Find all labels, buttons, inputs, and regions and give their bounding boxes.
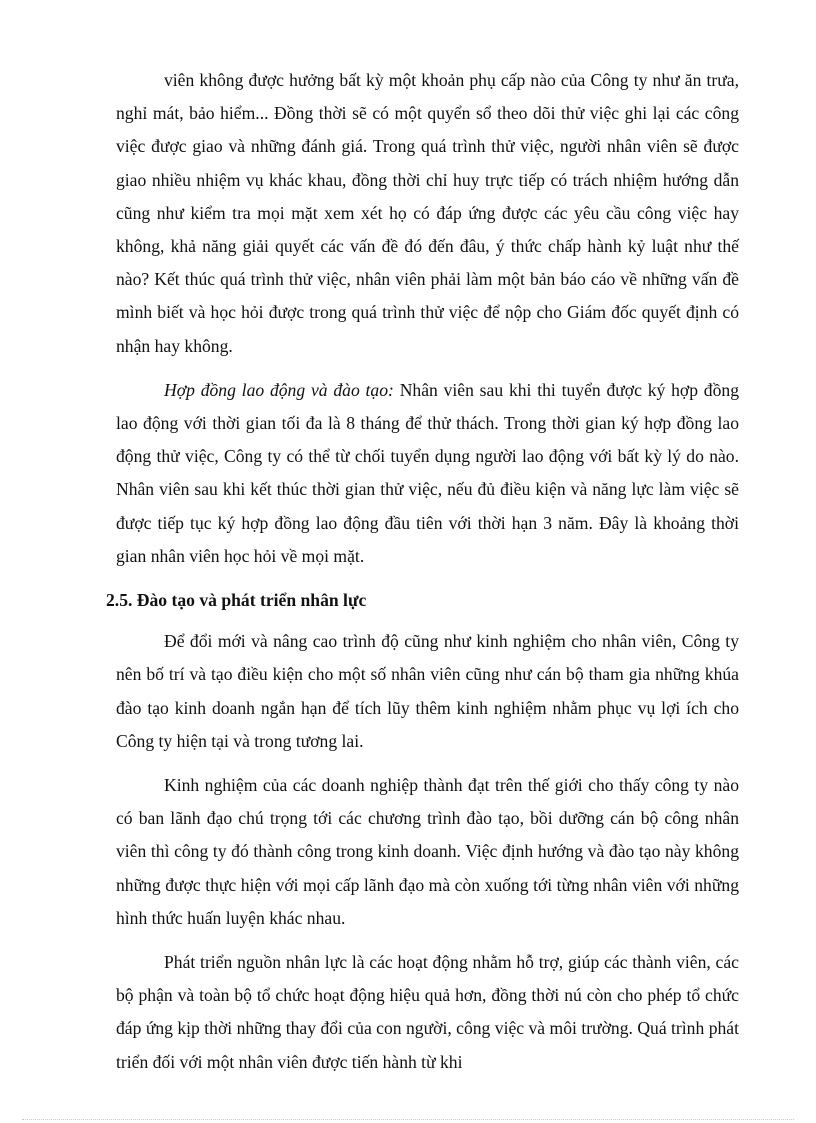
paragraph-text: Phát triển nguồn nhân lực là các hoạt động nhằm hỗ trợ, giúp các thành viên, các bộ phận và toàn bộ tổ chức hoạt động hiệu quả hơn, đồng thời nú còn cho phép tổ chức đáp ứng kịp thời những thay đổi của con người, công việc và môi trường. Quá trình phát triển đối với một nhân viên được tiến hành từ khi: [116, 952, 739, 1072]
paragraph-probation: [116, 64, 739, 363]
paragraph-text: Kinh nghiệm của các doanh nghiệp thành đạt trên thế giới cho thấy công ty nào có ban lãnh đạo chú trọng tới các chương trình đào tạo, bồi dưỡng cán bộ công nhân viên thì công ty đó thành công trong kinh doanh. Việc định hướng và đào tạo này không những được thực hiện với mọi cấp lãnh đạo mà còn xuống tới từng nhân viên với những hình thức huấn luyện khác nhau.: [116, 775, 739, 928]
paragraph-experience: [116, 769, 739, 935]
paragraph-labor-contract: [116, 374, 739, 573]
paragraph-text: Nhân viên sau khi thi tuyển được ký hợp đồng lao động với thời gian tối đa là 8 tháng để thử thách. Trong thời gian ký hợp đồng lao động thử việc, Công ty có thể từ chối tuyển dụng người lao động với bất kỳ lý do nào. Nhân viên sau khi kết thúc thời gian thử việc, nếu đủ điều kiện và năng lực làm việc sẽ được tiếp tục ký hợp đồng lao động đầu tiên với thời hạn 3 năm. Đây là khoảng thời gian nhân viên học hỏi về mọi mặt.: [116, 379, 739, 566]
document-body: [106, 64, 739, 1090]
paragraph-training-intro: [116, 625, 739, 758]
footer-divider: [22, 1119, 794, 1120]
paragraph-text: viên không được hưởng bất kỳ một khoản phụ cấp nào của Công ty như ăn trưa, nghỉ mát, bảo hiểm... Đồng thời sẽ có một quyển sổ theo dõi thử việc ghi lại các công việc được giao và những đánh giá. Trong quá trình thử việc, người nhân viên sẽ được giao nhiều nhiệm vụ khác khau, đồng thời chỉ huy trực tiếp có trách nhiệm hướng dẫn cũng như kiểm tra mọi mặt xem xét họ có đáp ứng được các yêu cầu công việc hay không, khả năng giải quyết các vấn đề đó đến đâu, ý thức chấp hành kỷ luật như thế nào? Kết thúc quá trình thử việc, nhân viên phải làm một bản báo cáo về những vấn đề mình biết và học hỏi được trong quá trình thử việc để nộp cho Giám đốc quyết định có nhận hay không.: [116, 70, 739, 356]
paragraph-hr-development: [116, 946, 739, 1079]
paragraph-lead-italic: Hợp đồng lao động và đào tạo:: [164, 379, 394, 400]
paragraph-text: Để đổi mới và nâng cao trình độ cũng như kinh nghiệm cho nhân viên, Công ty nên bố trí và tạo điều kiện cho một số nhân viên cũng như cán bộ tham gia những khúa đào tạo kinh doanh ngắn hạn để tích lũy thêm kinh nghiệm nhằm phục vụ lợi ích cho Công ty hiện tại và trong tương lai.: [116, 631, 739, 751]
section-heading: 2.5. Đào tạo và phát triển nhân lực: [106, 590, 367, 611]
